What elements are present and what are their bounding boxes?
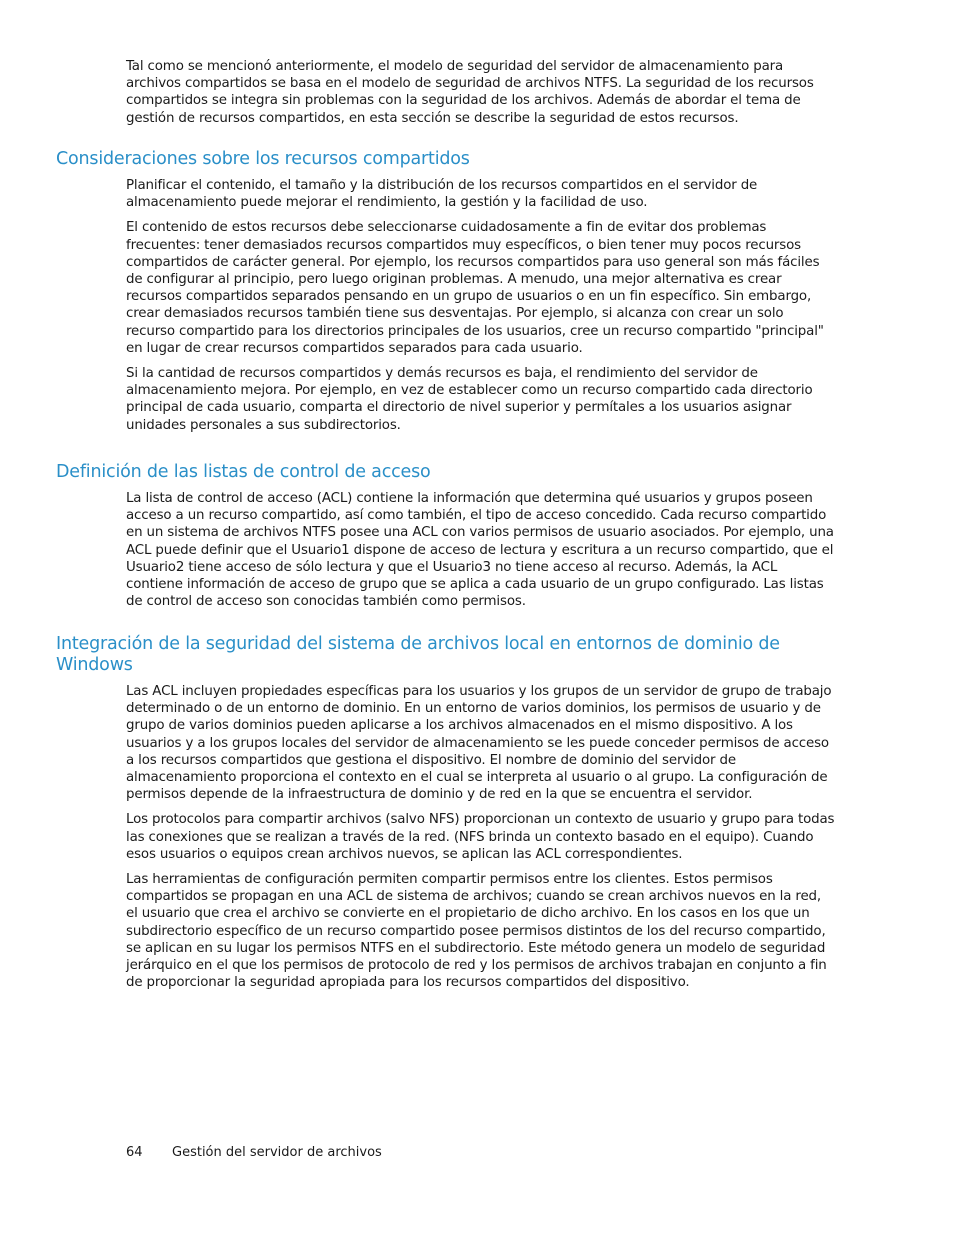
section-paragraph: Los protocolos para compartir archivos (salvo NFS) proporcionan un contexto de usuario y grupo para todas las conexiones que se realizan a través de la red. (NFS brinda un contexto basado en el equipo). Cuando esos usuarios o equipos crean archivos nuevos, se aplican las ACL correspondientes. [126, 812, 835, 862]
section-heading: Definición de las listas de control de acceso [56, 462, 431, 482]
section-paragraph: Las ACL incluyen propiedades específicas para los usuarios y los grupos de un servidor de grupo de trabajo determinado o de un entorno de dominio. En un entorno de varios dominios, los permisos de usuario y de grupo de varios dominios pueden aplicarse a los archivos almacenados en el mismo dispositivo. A los usuarios y a los grupos locales del servidor de almacenamiento se les puede conceder permisos de acceso a los recursos compartidos que gestiona el dispositivo. El nombre de dominio del servidor de almacenamiento proporciona el contexto en el cual se interpreta al usuario o al grupo. La configuración de permisos depende de la infraestructura de dominio y de red en la que se encuentra el servidor. [126, 684, 832, 803]
page-footer [126, 1145, 382, 1161]
section-paragraph: El contenido de estos recursos debe seleccionarse cuidadosamente a fin de evitar dos problemas frecuentes: tener demasiados recursos compartidos muy específicos, o bien tener muy pocos recursos compartidos de carácter general. Por ejemplo, los recursos compartidos para uso general son más fáciles de configurar al principio, pero luego originan problemas. A menudo, una mejor alternativa es crear recursos compartidos separados pensando en un grupo de usuarios o en un fin específico. Sin embargo, crear demasiados recursos también tiene sus desventajas. Por ejemplo, si alcanza con crear un solo recurso compartido para los directorios principales de los usuarios, cree un recurso compartido "principal" en lugar de crear recursos compartidos separados para cada usuario. [126, 220, 824, 356]
footer-title: Gestión del servidor de archivos [172, 1145, 382, 1160]
section-heading: Integración de la seguridad del sistema de archivos local en entornos de dominio de Windows [56, 634, 780, 675]
section-paragraph: La lista de control de acceso (ACL) contiene la información que determina qué usuarios y grupos poseen acceso a un recurso compartido, así como también, el tipo de acceso concedido. Cada recurso compartido en un sistema de archivos NTFS posee una ACL con varios permisos de usuario asociados. Por ejemplo, una ACL puede definir que el Usuario1 dispone de acceso de lectura y escritura a un recurso compartido, que el Usuario2 tiene acceso de sólo lectura y que el Usuario3 no tiene acceso al recurso. Además, la ACL contiene información de acceso de grupo que se aplica a cada usuario de un grupo configurado. Las listas de control de acceso son conocidas también como permisos. [126, 491, 834, 610]
section-share-considerations [0, 149, 836, 434]
section-paragraph: Si la cantidad de recursos compartidos y demás recursos es baja, el rendimiento del servidor de almacenamiento mejora. Por ejemplo, en vez de establecer como un recurso compartido cada directorio principal de cada usuario, comparta el directorio de nivel superior y permítales a los usuarios asignar unidades personales a sus subdirectorios. [126, 366, 813, 433]
section-paragraph: Planificar el contenido, el tamaño y la distribución de los recursos compartidos en el servidor de almacenamiento puede mejorar el rendimiento, la gestión y la facilidad de uso. [126, 178, 758, 211]
section-heading: Consideraciones sobre los recursos compartidos [56, 149, 470, 169]
section-acl-definition [0, 462, 836, 610]
page-number: 64 [126, 1145, 143, 1160]
section-paragraph: Las herramientas de configuración permiten compartir permisos entre los clientes. Estos permisos compartidos se propagan en una ACL de sistema de archivos; cuando se crean archivos nuevos en la red, el usuario que crea el archivo se convierte en el propietario de dicho archivo. En los casos en los que un subdirectorio específico de un recurso compartido posee permisos distintos de los del recurso compartido, se aplican en su lugar los permisos NTFS en el subdirectorio. Este método genera un modelo de seguridad jerárquico en el que los permisos de protocolo de red y los permisos de archivos trabajan en conjunto a fin de proporcionar la seguridad apropiada para los recursos compartidos del dispositivo. [126, 872, 827, 991]
section-windows-domain-integration [0, 634, 836, 991]
intro-paragraph: Tal como se mencionó anteriormente, el modelo de seguridad del servidor de almacenamiento para archivos compartidos se basa en el modelo de seguridad de archivos NTFS. La seguridad de los recursos compartidos se integra sin problemas con la seguridad de los archivos. Además de abordar el tema de gestión de recursos compartidos, en esta sección se describe la seguridad de estos recursos. [126, 59, 814, 126]
